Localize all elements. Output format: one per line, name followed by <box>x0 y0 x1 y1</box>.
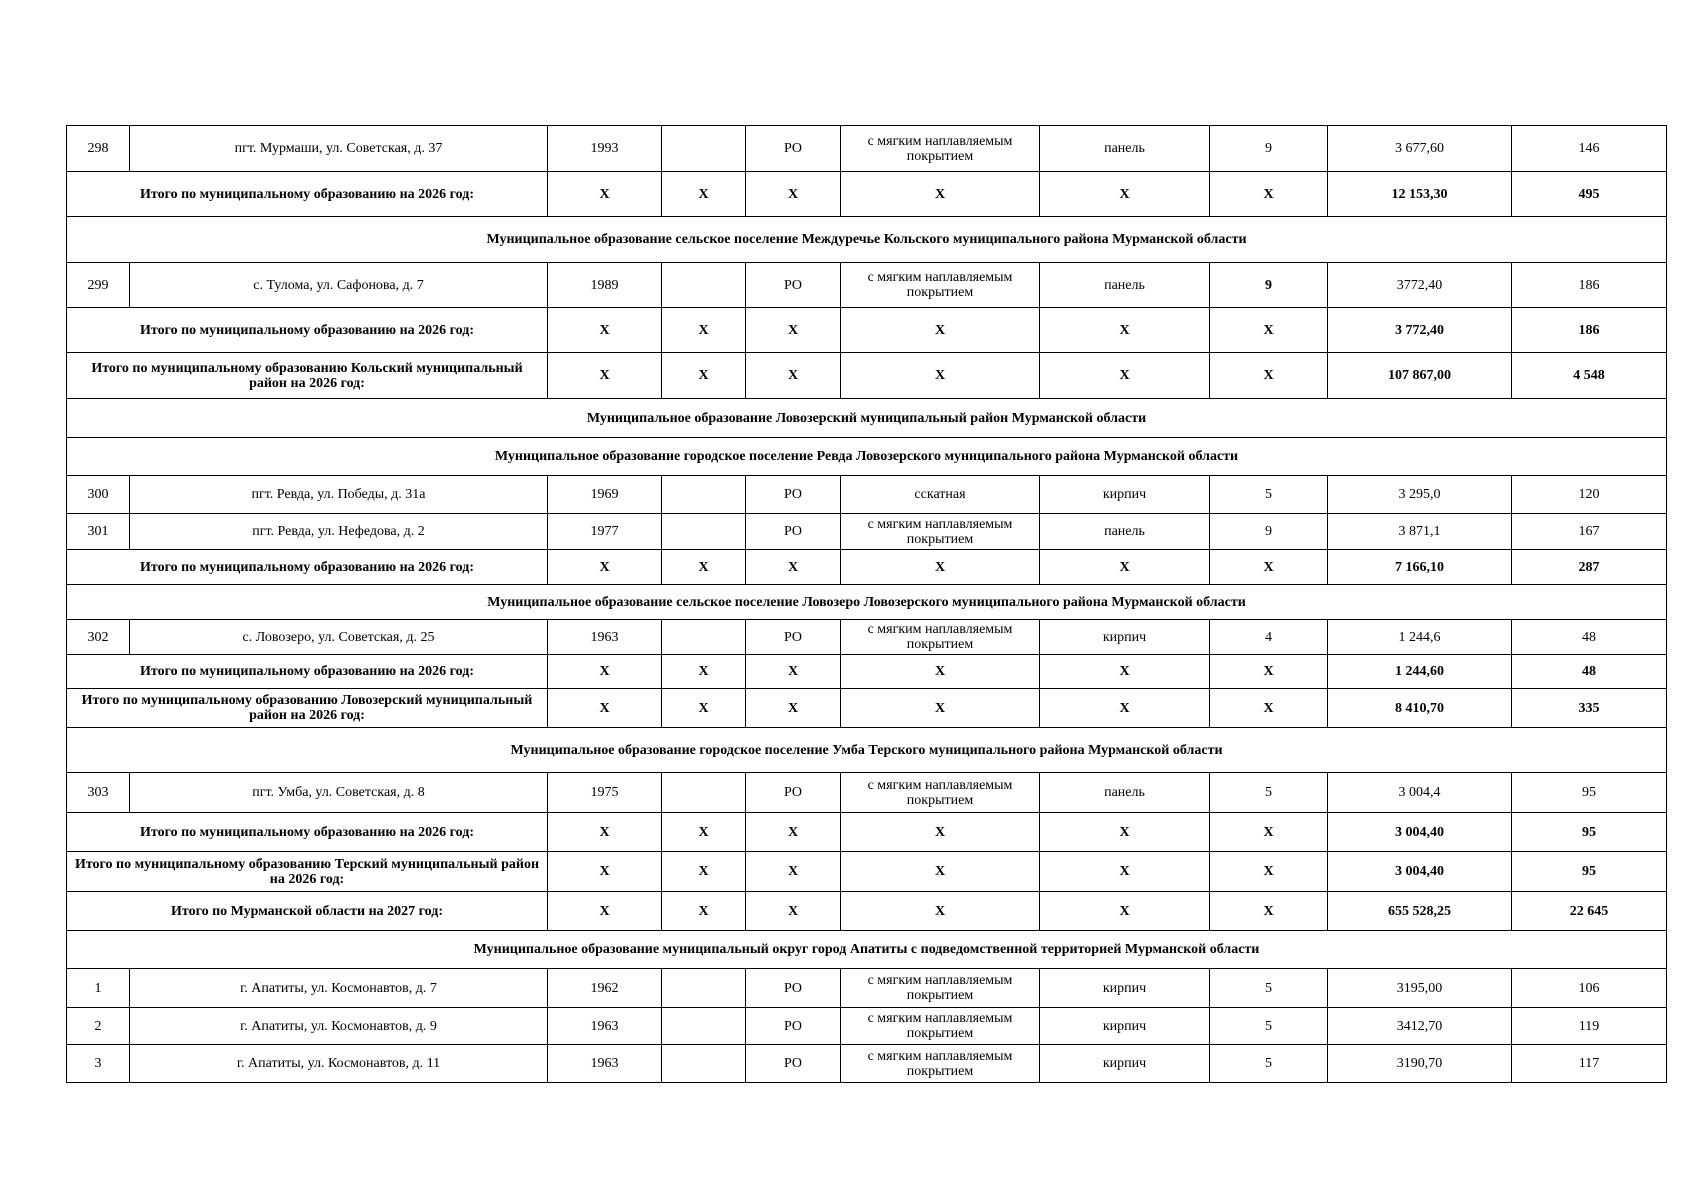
wall-material-cell: кирпич <box>1040 1045 1210 1083</box>
roof-type-cell: с мягким наплавляемым покрытием <box>841 263 1040 308</box>
year-cell: 1963 <box>548 1008 662 1045</box>
section-title: Муниципальное образование сельское поселение Междуречье Кольского муниципального района Мурманской области <box>67 217 1667 263</box>
x-mark-cell: X <box>1040 655 1210 689</box>
roof-type-cell: с мягким наплавляемым покрытием <box>841 1008 1040 1045</box>
floors-cell: 5 <box>1210 476 1328 514</box>
x-mark-cell: X <box>746 550 841 585</box>
area-cell: 3 677,60 <box>1328 126 1512 172</box>
year-cell: 1989 <box>548 263 662 308</box>
x-mark-cell: X <box>662 655 746 689</box>
year-cell: 1969 <box>548 476 662 514</box>
row-number: 300 <box>67 476 130 514</box>
year-cell: 1963 <box>548 1045 662 1083</box>
subtotal-label: Итого по муниципальному образованию на 2026 год: <box>67 813 548 852</box>
section-title: Муниципальное образование муниципальный округ город Апатиты с подведомственной территорией Мурманской области <box>67 931 1667 969</box>
row-number: 3 <box>67 1045 130 1083</box>
address-cell: г. Апатиты, ул. Космонавтов, д. 9 <box>130 1008 548 1045</box>
x-mark-cell: X <box>662 172 746 217</box>
floors-cell: 5 <box>1210 1045 1328 1083</box>
wall-material-cell: панель <box>1040 514 1210 550</box>
x-mark-cell: X <box>548 655 662 689</box>
x-mark-cell: X <box>548 852 662 892</box>
empty-cell <box>662 1008 746 1045</box>
floors-cell: 5 <box>1210 969 1328 1008</box>
x-mark-cell: X <box>1210 308 1328 353</box>
section-title: Муниципальное образование Ловозерский муниципальный район Мурманской области <box>67 399 1667 438</box>
x-mark-cell: X <box>1210 550 1328 585</box>
floors-cell: 5 <box>1210 773 1328 813</box>
floors-cell: 9 <box>1210 126 1328 172</box>
area-cell: 1 244,6 <box>1328 620 1512 655</box>
empty-cell <box>662 126 746 172</box>
floors-cell: 4 <box>1210 620 1328 655</box>
floors-cell: 9 <box>1210 514 1328 550</box>
address-cell: с. Ловозеро, ул. Советская, д. 25 <box>130 620 548 655</box>
subtotal-area: 3 004,40 <box>1328 813 1512 852</box>
x-mark-cell: X <box>548 813 662 852</box>
x-mark-cell: X <box>746 892 841 931</box>
x-mark-cell: X <box>746 655 841 689</box>
section-title: Муниципальное образование городское поселение Умба Терского муниципального района Мурманской области <box>67 728 1667 773</box>
table-row <box>67 620 1667 655</box>
x-mark-cell: X <box>662 353 746 399</box>
empty-cell <box>662 620 746 655</box>
x-mark-cell: X <box>746 172 841 217</box>
subtotal-row <box>67 308 1667 353</box>
section-header-row <box>67 438 1667 476</box>
x-mark-cell: X <box>1040 308 1210 353</box>
fund-type-cell: РО <box>746 263 841 308</box>
subtotal-label: Итого по муниципальному образованию на 2026 год: <box>67 655 548 689</box>
address-cell: пгт. Умба, ул. Советская, д. 8 <box>130 773 548 813</box>
area-cell: 3 295,0 <box>1328 476 1512 514</box>
residents-cell: 120 <box>1512 476 1667 514</box>
area-cell: 3 004,4 <box>1328 773 1512 813</box>
address-cell: г. Апатиты, ул. Космонавтов, д. 11 <box>130 1045 548 1083</box>
subtotal-residents: 186 <box>1512 308 1667 353</box>
x-mark-cell: X <box>548 892 662 931</box>
x-mark-cell: X <box>1040 689 1210 728</box>
x-mark-cell: X <box>1040 892 1210 931</box>
subtotal-residents: 4 548 <box>1512 353 1667 399</box>
address-cell: пгт. Ревда, ул. Победы, д. 31а <box>130 476 548 514</box>
subtotal-label: Итого по Мурманской области на 2027 год: <box>67 892 548 931</box>
x-mark-cell: X <box>548 308 662 353</box>
section-header-row <box>67 585 1667 620</box>
residents-cell: 146 <box>1512 126 1667 172</box>
subtotal-residents: 495 <box>1512 172 1667 217</box>
address-cell: пгт. Мурмаши, ул. Советская, д. 37 <box>130 126 548 172</box>
fund-type-cell: РО <box>746 514 841 550</box>
x-mark-cell: X <box>1040 852 1210 892</box>
x-mark-cell: X <box>548 353 662 399</box>
subtotal-row <box>67 813 1667 852</box>
x-mark-cell: X <box>841 308 1040 353</box>
wall-material-cell: кирпич <box>1040 620 1210 655</box>
fund-type-cell: РО <box>746 476 841 514</box>
row-number: 2 <box>67 1008 130 1045</box>
address-cell: пгт. Ревда, ул. Нефедова, д. 2 <box>130 514 548 550</box>
x-mark-cell: X <box>1210 852 1328 892</box>
subtotal-row <box>67 852 1667 892</box>
table-row <box>67 263 1667 308</box>
subtotal-area: 3 004,40 <box>1328 852 1512 892</box>
x-mark-cell: X <box>841 892 1040 931</box>
wall-material-cell: кирпич <box>1040 969 1210 1008</box>
subtotal-row <box>67 172 1667 217</box>
x-mark-cell: X <box>662 308 746 353</box>
wall-material-cell: кирпич <box>1040 1008 1210 1045</box>
year-cell: 1963 <box>548 620 662 655</box>
fund-type-cell: РО <box>746 620 841 655</box>
x-mark-cell: X <box>1040 353 1210 399</box>
subtotal-residents: 95 <box>1512 852 1667 892</box>
x-mark-cell: X <box>548 172 662 217</box>
subtotal-residents: 335 <box>1512 689 1667 728</box>
section-header-row <box>67 399 1667 438</box>
roof-type-cell: с мягким наплавляемым покрытием <box>841 1045 1040 1083</box>
x-mark-cell: X <box>841 813 1040 852</box>
roof-type-cell: с мягким наплавляемым покрытием <box>841 773 1040 813</box>
x-mark-cell: X <box>746 353 841 399</box>
subtotal-label: Итого по муниципальному образованию на 2026 год: <box>67 172 548 217</box>
subtotal-row <box>67 892 1667 931</box>
wall-material-cell: кирпич <box>1040 476 1210 514</box>
subtotal-residents: 287 <box>1512 550 1667 585</box>
roof-type-cell: с мягким наплавляемым покрытием <box>841 620 1040 655</box>
section-title: Муниципальное образование сельское поселение Ловозеро Ловозерского муниципального района Мурманской области <box>67 585 1667 620</box>
table-row <box>67 969 1667 1008</box>
empty-cell <box>662 969 746 1008</box>
subtotal-area: 107 867,00 <box>1328 353 1512 399</box>
year-cell: 1975 <box>548 773 662 813</box>
empty-cell <box>662 476 746 514</box>
row-number: 302 <box>67 620 130 655</box>
x-mark-cell: X <box>662 689 746 728</box>
subtotal-residents: 22 645 <box>1512 892 1667 931</box>
subtotal-residents: 48 <box>1512 655 1667 689</box>
area-cell: 3195,00 <box>1328 969 1512 1008</box>
section-header-row <box>67 728 1667 773</box>
x-mark-cell: X <box>841 353 1040 399</box>
x-mark-cell: X <box>1210 813 1328 852</box>
subtotal-label: Итого по муниципальному образованию Кольский муниципальный район на 2026 год: <box>67 353 548 399</box>
year-cell: 1993 <box>548 126 662 172</box>
fund-type-cell: РО <box>746 1045 841 1083</box>
table-body <box>67 126 1667 1083</box>
section-header-row <box>67 217 1667 263</box>
x-mark-cell: X <box>1210 689 1328 728</box>
wall-material-cell: панель <box>1040 126 1210 172</box>
wall-material-cell: панель <box>1040 263 1210 308</box>
floors-cell: 5 <box>1210 1008 1328 1045</box>
fund-type-cell: РО <box>746 1008 841 1045</box>
subtotal-label: Итого по муниципальному образованию Ловозерский муниципальный район на 2026 год: <box>67 689 548 728</box>
subtotal-area: 8 410,70 <box>1328 689 1512 728</box>
row-number: 301 <box>67 514 130 550</box>
empty-cell <box>662 263 746 308</box>
x-mark-cell: X <box>841 852 1040 892</box>
table-row <box>67 476 1667 514</box>
address-cell: г. Апатиты, ул. Космонавтов, д. 7 <box>130 969 548 1008</box>
subtotal-area: 7 166,10 <box>1328 550 1512 585</box>
x-mark-cell: X <box>746 308 841 353</box>
residents-cell: 119 <box>1512 1008 1667 1045</box>
residents-cell: 167 <box>1512 514 1667 550</box>
wall-material-cell: панель <box>1040 773 1210 813</box>
roof-type-cell: сскатная <box>841 476 1040 514</box>
section-header-row <box>67 931 1667 969</box>
row-number: 303 <box>67 773 130 813</box>
x-mark-cell: X <box>841 689 1040 728</box>
housing-table <box>66 125 1667 1083</box>
subtotal-area: 12 153,30 <box>1328 172 1512 217</box>
x-mark-cell: X <box>1040 172 1210 217</box>
x-mark-cell: X <box>548 689 662 728</box>
x-mark-cell: X <box>1040 813 1210 852</box>
x-mark-cell: X <box>841 172 1040 217</box>
x-mark-cell: X <box>841 655 1040 689</box>
row-number: 298 <box>67 126 130 172</box>
subtotal-area: 1 244,60 <box>1328 655 1512 689</box>
x-mark-cell: X <box>1210 172 1328 217</box>
empty-cell <box>662 773 746 813</box>
section-title: Муниципальное образование городское поселение Ревда Ловозерского муниципального района Мурманской области <box>67 438 1667 476</box>
area-cell: 3 871,1 <box>1328 514 1512 550</box>
x-mark-cell: X <box>662 813 746 852</box>
x-mark-cell: X <box>1040 550 1210 585</box>
x-mark-cell: X <box>662 550 746 585</box>
x-mark-cell: X <box>746 813 841 852</box>
subtotal-area: 3 772,40 <box>1328 308 1512 353</box>
floors-cell: 9 <box>1210 263 1328 308</box>
subtotal-residents: 95 <box>1512 813 1667 852</box>
table-row <box>67 514 1667 550</box>
subtotal-row <box>67 655 1667 689</box>
x-mark-cell: X <box>746 689 841 728</box>
residents-cell: 95 <box>1512 773 1667 813</box>
area-cell: 3190,70 <box>1328 1045 1512 1083</box>
empty-cell <box>662 1045 746 1083</box>
subtotal-row <box>67 353 1667 399</box>
roof-type-cell: с мягким наплавляемым покрытием <box>841 126 1040 172</box>
subtotal-area: 655 528,25 <box>1328 892 1512 931</box>
table-row <box>67 1008 1667 1045</box>
empty-cell <box>662 514 746 550</box>
roof-type-cell: с мягким наплавляемым покрытием <box>841 514 1040 550</box>
x-mark-cell: X <box>1210 655 1328 689</box>
fund-type-cell: РО <box>746 773 841 813</box>
year-cell: 1977 <box>548 514 662 550</box>
x-mark-cell: X <box>662 892 746 931</box>
year-cell: 1962 <box>548 969 662 1008</box>
x-mark-cell: X <box>662 852 746 892</box>
x-mark-cell: X <box>841 550 1040 585</box>
row-number: 299 <box>67 263 130 308</box>
subtotal-label: Итого по муниципальному образованию на 2026 год: <box>67 308 548 353</box>
table-row <box>67 126 1667 172</box>
area-cell: 3772,40 <box>1328 263 1512 308</box>
subtotal-label: Итого по муниципальному образованию Терский муниципальный район на 2026 год: <box>67 852 548 892</box>
roof-type-cell: с мягким наплавляемым покрытием <box>841 969 1040 1008</box>
x-mark-cell: X <box>1210 892 1328 931</box>
table-row <box>67 773 1667 813</box>
address-cell: с. Тулома, ул. Сафонова, д. 7 <box>130 263 548 308</box>
subtotal-row <box>67 550 1667 585</box>
x-mark-cell: X <box>1210 353 1328 399</box>
row-number: 1 <box>67 969 130 1008</box>
subtotal-label: Итого по муниципальному образованию на 2026 год: <box>67 550 548 585</box>
residents-cell: 117 <box>1512 1045 1667 1083</box>
residents-cell: 186 <box>1512 263 1667 308</box>
residents-cell: 48 <box>1512 620 1667 655</box>
subtotal-row <box>67 689 1667 728</box>
x-mark-cell: X <box>548 550 662 585</box>
residents-cell: 106 <box>1512 969 1667 1008</box>
table-row <box>67 1045 1667 1083</box>
area-cell: 3412,70 <box>1328 1008 1512 1045</box>
x-mark-cell: X <box>746 852 841 892</box>
fund-type-cell: РО <box>746 126 841 172</box>
fund-type-cell: РО <box>746 969 841 1008</box>
